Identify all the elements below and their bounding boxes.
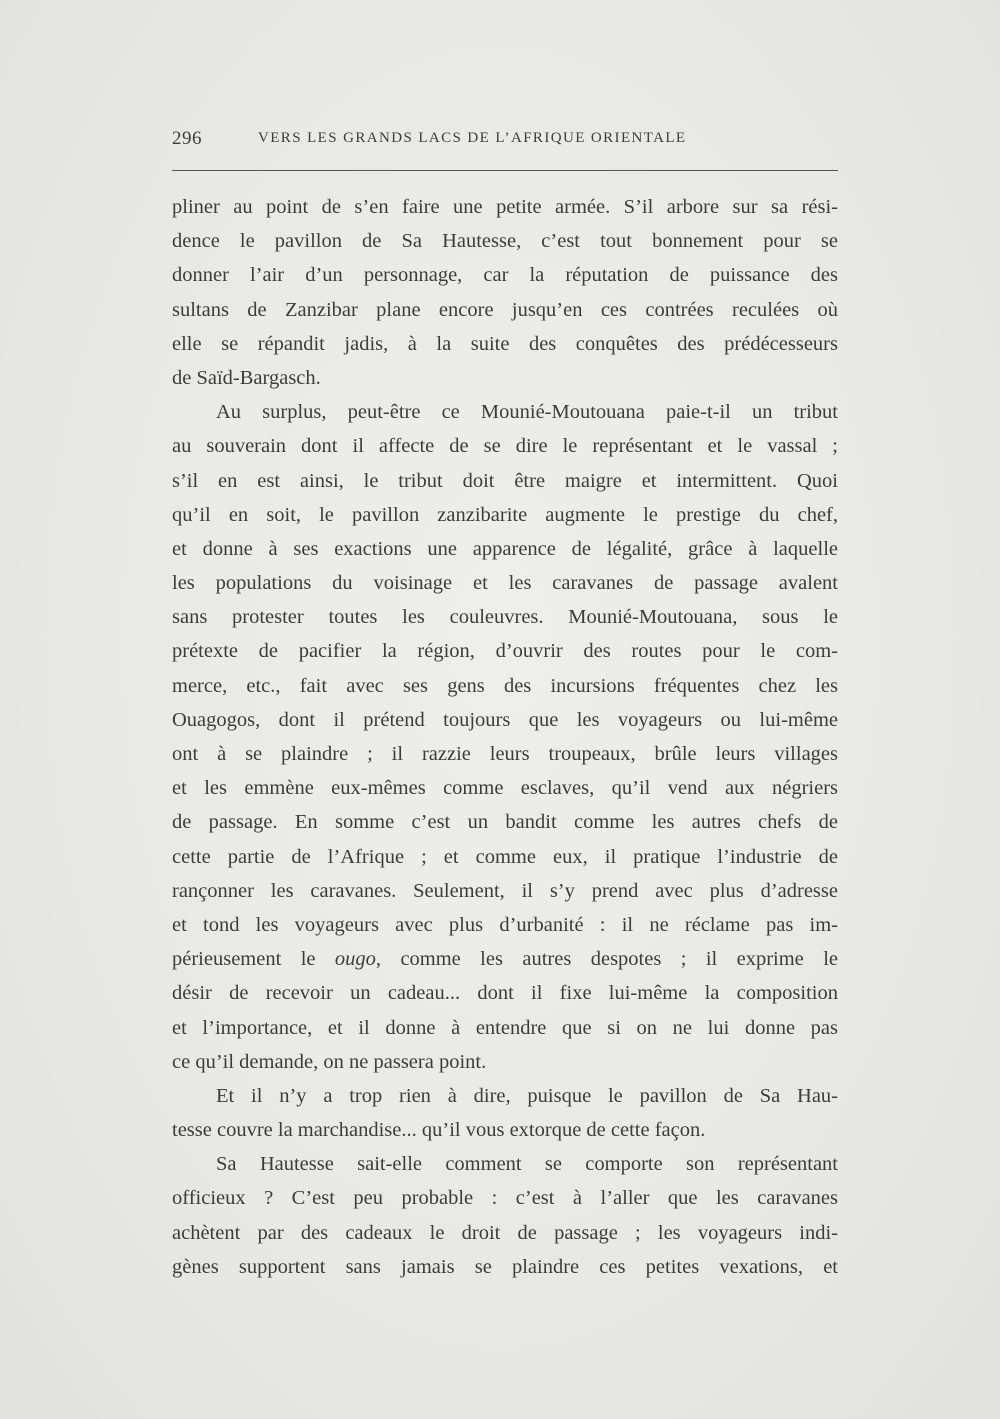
- text-line: [172, 600, 838, 634]
- text-line-content: et les emmène eux-mêmes comme esclaves, qu’il vend aux négriers: [172, 777, 838, 800]
- text-line: [172, 429, 838, 463]
- text-line-content: sultans de Zanzibar plane encore jusqu’en ces contrées reculées où: [172, 298, 838, 321]
- text-line-content: tesse couvre la marchandise... qu’il vous extorque de cette façon.: [172, 1119, 706, 1142]
- text-line-content: et donne à ses exactions une apparence de légalité, grâce à laquelle: [172, 537, 838, 560]
- text-line: [172, 566, 838, 600]
- italic-term: ougo: [334, 948, 376, 971]
- text-line-content: périeusement le: [172, 948, 335, 971]
- text-line-content: elle se répandit jadis, à la suite des conquêtes des prédécesseurs: [172, 332, 838, 355]
- text-line: [172, 327, 838, 361]
- text-line: [172, 1216, 838, 1250]
- text-line-content: officieux ? C’est peu probable : c’est à l’aller que les caravanes: [172, 1187, 838, 1210]
- text-line: [172, 942, 838, 976]
- text-line: [172, 395, 838, 429]
- text-line: [172, 669, 838, 703]
- text-line-content: donner l’air d’un personnage, car la réputation de puissance des: [172, 264, 838, 287]
- text-line-content: sans protester toutes les couleuvres. Mounié-Moutouana, sous le: [172, 606, 838, 629]
- text-line-content: dence le pavillon de Sa Hautesse, c’est tout bonnement pour se: [172, 230, 838, 253]
- text-line-content: de Saïd-Bargasch.: [172, 366, 321, 389]
- text-line-content: rançonner les caravanes. Seulement, il s’y prend avec plus d’adresse: [172, 879, 838, 902]
- text-line: [172, 737, 838, 771]
- text-line-content: les populations du voisinage et les caravanes de passage avalent: [172, 572, 838, 595]
- running-head: [172, 128, 838, 154]
- text-line: [172, 293, 838, 327]
- text-line-content: et tond les voyageurs avec plus d’urbanité : il ne réclame pas im-: [172, 913, 838, 936]
- text-line: [172, 771, 838, 805]
- text-line: [172, 1079, 838, 1113]
- text-line-content: Ouagogos, dont il prétend toujours que les voyageurs ou lui-même: [172, 708, 838, 731]
- text-line-content: pliner au point de s’en faire une petite armée. S’il arbore sur sa rési-: [172, 196, 838, 218]
- text-line: [172, 464, 838, 498]
- text-line: [172, 976, 838, 1010]
- text-line: [172, 908, 838, 942]
- text-line: [172, 1147, 838, 1181]
- text-line: [172, 190, 838, 224]
- header-rule: [172, 170, 838, 171]
- text-line-content: Sa Hautesse sait-elle comment se comporte son représentant: [216, 1153, 838, 1176]
- text-line-content: ont à se plaindre ; il razzie leurs troupeaux, brûle leurs villages: [172, 743, 838, 765]
- body-text: [172, 190, 838, 1284]
- text-line: [172, 1181, 838, 1215]
- text-line-content: prétexte de pacifier la région, d’ouvrir des routes pour le com-: [172, 640, 838, 663]
- text-line: [172, 498, 838, 532]
- text-line: [172, 703, 838, 737]
- text-line-content: , comme les autres despotes ; il exprime le: [375, 948, 838, 971]
- text-line-content: de passage. En somme c’est un bandit comme les autres chefs de: [172, 811, 838, 834]
- text-line: [172, 1113, 838, 1147]
- text-line-content: désir de recevoir un cadeau... dont il fixe lui-même la composition: [172, 982, 838, 1005]
- running-title: VERS LES GRANDS LACS DE L’AFRIQUE ORIENTALE: [258, 130, 687, 146]
- text-line: [172, 805, 838, 839]
- text-line: [172, 1011, 838, 1045]
- text-line-content: et l’importance, et il donne à entendre que si on ne lui donne pas: [172, 1016, 838, 1039]
- text-line: [172, 361, 838, 395]
- text-line: [172, 634, 838, 668]
- text-line: [172, 1045, 838, 1079]
- text-line-content: gènes supportent sans jamais se plaindre ces petites vexations, et: [172, 1255, 838, 1278]
- text-line: [172, 224, 838, 258]
- text-line-content: ce qu’il demande, on ne passera point.: [172, 1050, 487, 1073]
- text-line-content: merce, etc., fait avec ses gens des incursions fréquentes chez les: [172, 674, 838, 697]
- text-line-content: au souverain dont il affecte de se dire le représentant et le vassal ;: [172, 435, 838, 458]
- text-line-content: achètent par des cadeaux le droit de passage ; les voyageurs indi-: [172, 1221, 838, 1244]
- text-line: [172, 532, 838, 566]
- text-line-content: Au surplus, peut-être ce Mounié-Moutouana paie-t-il un tribut: [216, 401, 838, 424]
- text-line: [172, 840, 838, 874]
- text-line: [172, 258, 838, 292]
- text-line-content: qu’il en soit, le pavillon zanzibarite augmente le prestige du chef,: [172, 503, 838, 526]
- text-line: [172, 874, 838, 908]
- page-number: 296: [172, 128, 202, 149]
- text-line: [172, 1250, 838, 1284]
- text-line-content: s’il en est ainsi, le tribut doit être maigre et intermittent. Quoi: [172, 469, 838, 492]
- text-line-content: cette partie de l’Afrique ; et comme eux, il pratique l’industrie de: [172, 845, 838, 868]
- text-line-content: Et il n’y a trop rien à dire, puisque le pavillon de Sa Hau-: [216, 1084, 838, 1107]
